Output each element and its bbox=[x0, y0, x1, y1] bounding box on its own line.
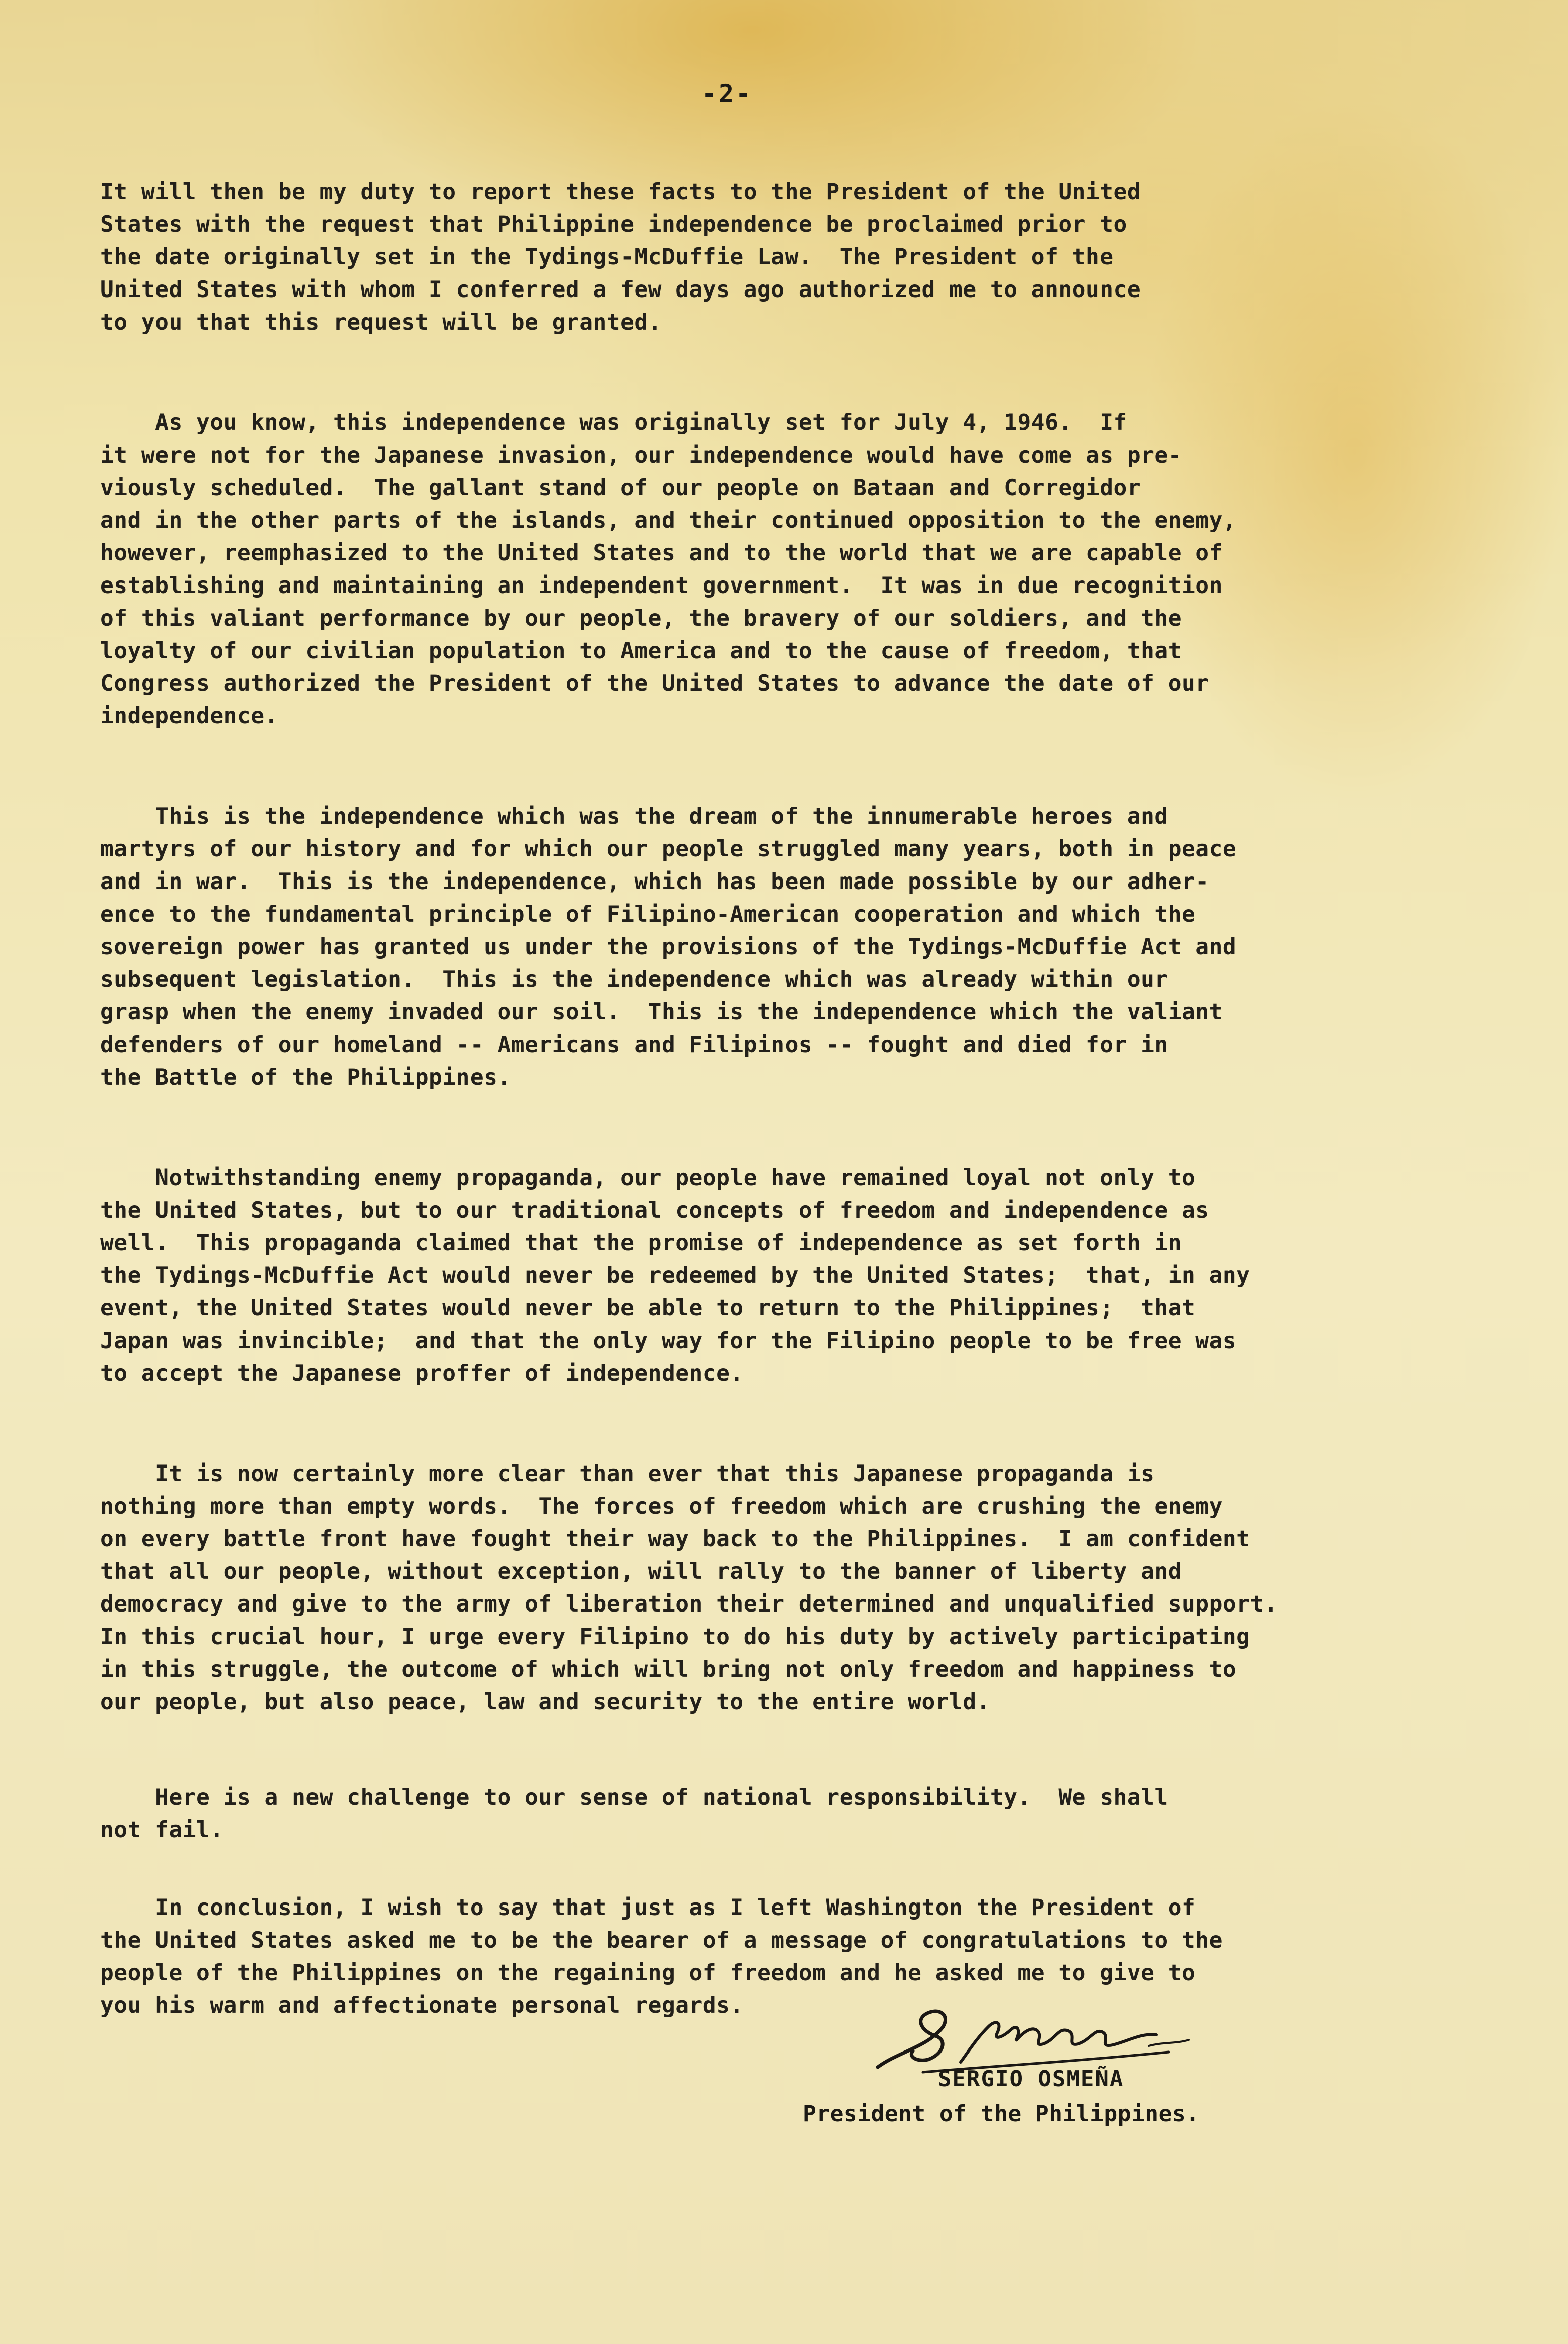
text-line: martyrs of our history and for which our people struggled many years, both in peace bbox=[100, 836, 1237, 862]
text-line: In this crucial hour, I urge every Filipino to do his duty by actively participating bbox=[100, 1624, 1250, 1650]
text-line: however, reemphasized to the United States and to the world that we are capable of bbox=[100, 540, 1223, 566]
text-line: It is now certainly more clear than ever that this Japanese propaganda is bbox=[100, 1461, 1155, 1487]
text-line: to you that this request will be granted. bbox=[100, 310, 662, 335]
text-line: nothing more than empty words. The forces of freedom which are crushing the enemy bbox=[100, 1494, 1223, 1519]
text-line: it were not for the Japanese invasion, our independence would have come as pre- bbox=[100, 443, 1182, 468]
text-line: Notwithstanding enemy propaganda, our people have remained loyal not only to bbox=[100, 1165, 1196, 1191]
paragraph-7 bbox=[100, 1891, 1485, 2022]
text-line: United States with whom I conferred a few days ago authorized me to announce bbox=[100, 277, 1141, 303]
text-line: the Tydings-McDuffie Act would never be redeemed by the United States; that, in any bbox=[100, 1263, 1250, 1288]
text-line: the United States, but to our traditional concepts of freedom and independence as bbox=[100, 1198, 1209, 1223]
paragraph-4 bbox=[100, 1161, 1485, 1390]
text-line: on every battle front have fought their way back to the Philippines. I am confident bbox=[100, 1526, 1250, 1552]
text-line: States with the request that Philippine independence be proclaimed prior to bbox=[100, 212, 1127, 237]
text-line: Congress authorized the President of the United States to advance the date of our bbox=[100, 671, 1209, 696]
text-line: and in the other parts of the islands, and their continued opposition to the enemy, bbox=[100, 508, 1237, 533]
text-line: to accept the Japanese proffer of independence. bbox=[100, 1361, 744, 1386]
text-line: our people, but also peace, law and security to the entire world. bbox=[100, 1689, 990, 1715]
text-line: of this valiant performance by our people, the bravery of our soldiers, and the bbox=[100, 606, 1182, 631]
text-line: establishing and maintaining an independent government. It was in due recognition bbox=[100, 573, 1223, 599]
paragraph-5 bbox=[100, 1457, 1485, 1718]
text-line: democracy and give to the army of liberation their determined and unqualified support. bbox=[100, 1591, 1278, 1617]
text-line: in this struggle, the outcome of which will bring not only freedom and happiness to bbox=[100, 1657, 1237, 1682]
text-line: This is the independence which was the dream of the innumerable heroes and bbox=[100, 804, 1168, 829]
text-line: people of the Philippines on the regaining of freedom and he asked me to give to bbox=[100, 1960, 1196, 1986]
paragraph-2 bbox=[100, 406, 1485, 732]
text-line: not fail. bbox=[100, 1817, 224, 1843]
text-line: Here is a new challenge to our sense of national responsibility. We shall bbox=[100, 1785, 1168, 1810]
signer-name: SERGIO OSMEÑA bbox=[938, 2066, 1124, 2092]
text-line: the date originally set in the Tydings-McDuffie Law. The President of the bbox=[100, 244, 1114, 270]
page-number: -2- bbox=[701, 79, 753, 108]
text-line: that all our people, without exception, will rally to the banner of liberty and bbox=[100, 1559, 1182, 1584]
text-line: ence to the fundamental principle of Filipino-American cooperation and which the bbox=[100, 902, 1196, 927]
text-line: Japan was invincible; and that the only way for the Filipino people to be free was bbox=[100, 1328, 1237, 1354]
text-line: well. This propaganda claimed that the promise of independence as set forth in bbox=[100, 1230, 1182, 1256]
text-line: the Battle of the Philippines. bbox=[100, 1065, 511, 1090]
text-line: independence. bbox=[100, 703, 278, 729]
text-line: sovereign power has granted us under the provisions of the Tydings-McDuffie Act and bbox=[100, 934, 1237, 960]
text-line: and in war. This is the independence, which has been made possible by our adher- bbox=[100, 869, 1209, 895]
text-line: defenders of our homeland -- Americans and Filipinos -- fought and died for in bbox=[100, 1032, 1168, 1058]
paragraph-3 bbox=[100, 800, 1485, 1094]
text-line: As you know, this independence was originally set for July 4, 1946. If bbox=[100, 410, 1127, 435]
letter-body bbox=[100, 176, 1485, 2022]
signer-title: President of the Philippines. bbox=[803, 2101, 1200, 2127]
text-line: viously scheduled. The gallant stand of our people on Bataan and Corregidor bbox=[100, 475, 1141, 501]
text-line: It will then be my duty to report these facts to the President of the United bbox=[100, 179, 1141, 205]
text-line: the United States asked me to be the bearer of a message of congratulations to the bbox=[100, 1928, 1223, 1953]
paragraph-1 bbox=[100, 176, 1485, 339]
text-line: In conclusion, I wish to say that just as I left Washington the President of bbox=[100, 1895, 1196, 1921]
text-line: grasp when the enemy invaded our soil. This is the independence which the valiant bbox=[100, 999, 1223, 1025]
text-line: subsequent legislation. This is the independence which was already within our bbox=[100, 967, 1168, 992]
text-line: loyalty of our civilian population to America and to the cause of freedom, that bbox=[100, 638, 1182, 664]
paragraph-6 bbox=[100, 1781, 1485, 1846]
text-line: event, the United States would never be able to return to the Philippines; that bbox=[100, 1295, 1196, 1321]
text-line: you his warm and affectionate personal regards. bbox=[100, 1993, 744, 2018]
